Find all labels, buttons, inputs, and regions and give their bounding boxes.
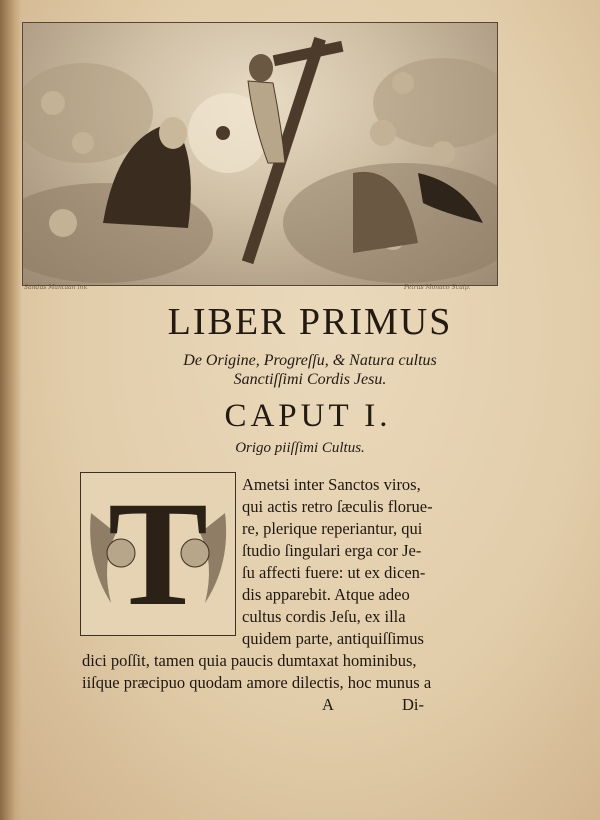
engraving-credit-right: Petrus Monaco Sculp. bbox=[404, 284, 471, 291]
text-line: re, plerique reperiantur, qui bbox=[242, 519, 423, 538]
signature-mark: A bbox=[322, 695, 334, 714]
initial-letter: T bbox=[107, 471, 209, 637]
book-title: LIBER PRIMUS bbox=[167, 301, 453, 343]
engraving-credit-left: Sandus Mantuan inv. bbox=[24, 284, 88, 291]
text-line: dici poſſit, tamen quia paucis dumtaxat hominibus, bbox=[82, 651, 417, 670]
text-line: dis apparebit. Atque adeo bbox=[242, 585, 410, 604]
book-subtitle-line-2: Sanctiſſimi Cordis Jesu. bbox=[233, 371, 387, 388]
text-line: quidem parte, antiquiſſimus bbox=[242, 629, 424, 648]
text-line: ſu affecti fuere: ut ex dicen- bbox=[242, 563, 426, 582]
catchword: Di- bbox=[402, 695, 424, 714]
text-line: Ametsi inter Sanctos viros, bbox=[242, 475, 421, 494]
text-line: iiſque præcipuo quodam amore dilectis, hoc munus a bbox=[82, 673, 432, 692]
chapter-title: Origo piiſſimi Cultus. bbox=[235, 440, 365, 456]
text-line: cultus cordis Jeſu, ex illa bbox=[242, 607, 406, 626]
book-subtitle-line-1: De Origine, Progreſſu, & Natura cultus bbox=[183, 352, 437, 369]
chapter-heading: CAPUT I. bbox=[224, 398, 392, 434]
text-line: qui actis retro ſæculis florue- bbox=[242, 497, 433, 516]
text-line: ſtudio ſingulari erga cor Je- bbox=[242, 541, 422, 560]
